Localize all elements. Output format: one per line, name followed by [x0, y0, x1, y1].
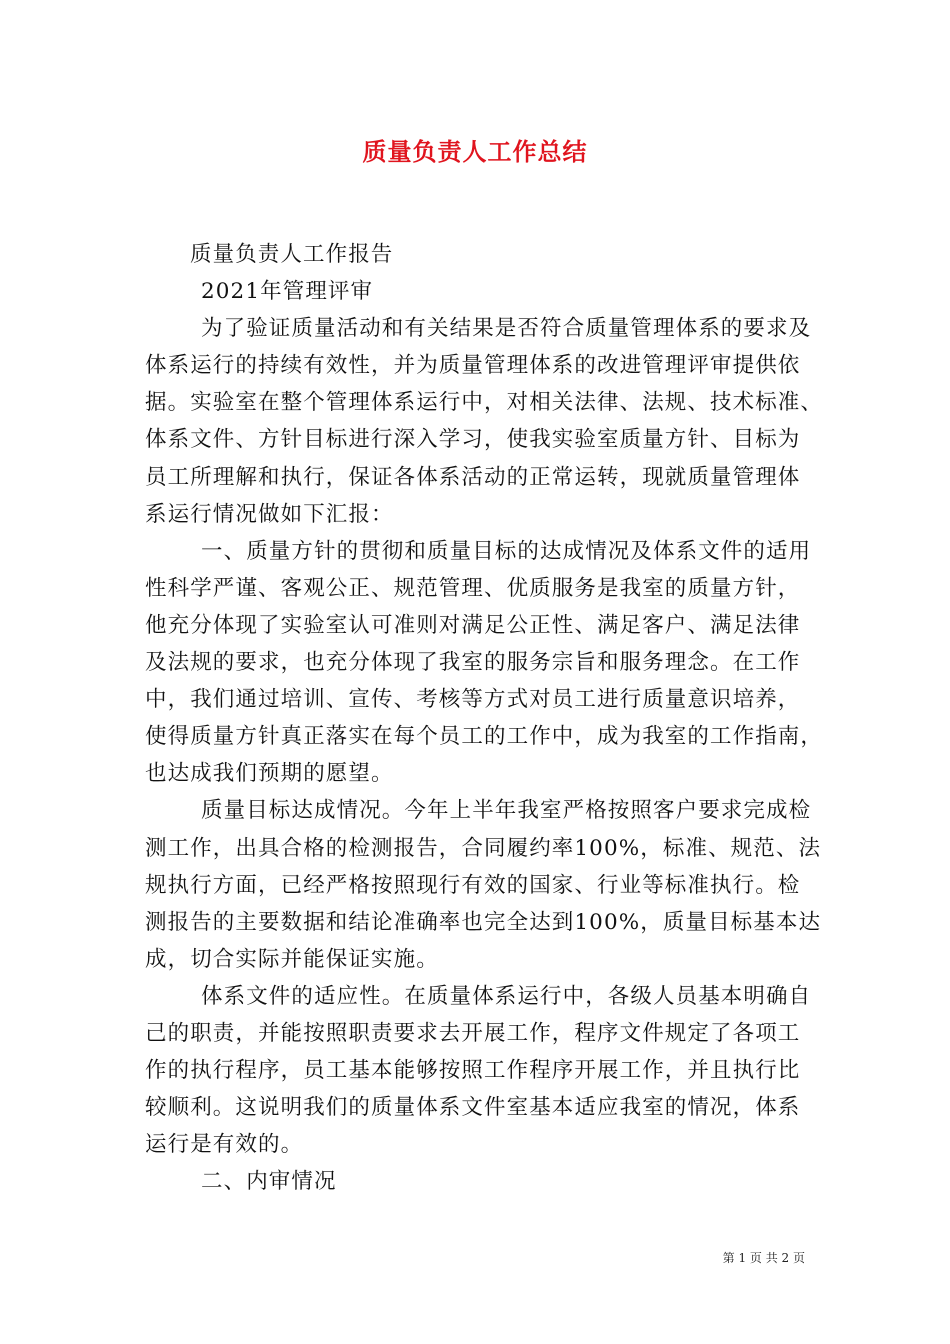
paragraph-line: 2021年管理评审 — [201, 279, 374, 305]
paragraph-line: 体系文件的适应性。在质量体系运行中，各级人员基本明确自 — [201, 983, 812, 1009]
paragraph-line: 规执行方面，已经严格按照现行有效的国家、行业等标准执行。检 — [145, 872, 801, 898]
paragraph-line: 使得质量方针真正落实在每个员工的工作中，成为我室的工作指南， — [145, 724, 824, 750]
paragraph-line: 为了验证质量活动和有关结果是否符合质量管理体系的要求及 — [201, 316, 812, 342]
paragraph-line: 中，我们通过培训、宣传、考核等方式对员工进行质量意识培养， — [145, 687, 801, 713]
paragraph-line: 体系文件、方针目标进行深入学习，使我实验室质量方针、目标为 — [145, 427, 801, 453]
paragraph-line: 员工所理解和执行，保证各体系活动的正常运转，现就质量管理体 — [145, 464, 801, 490]
paragraph-line: 质量负责人工作报告 — [190, 242, 394, 267]
paragraph-line: 据。实验室在整个管理体系运行中，对相关法律、法规、技术标准、 — [145, 390, 824, 416]
paragraph-line: 性科学严谨、客观公正、规范管理、优质服务是我室的质量方针， — [145, 575, 801, 601]
paragraph-line: 系运行情况做如下汇报： — [145, 501, 394, 527]
paragraph-line: 他充分体现了实验室认可准则对满足公正性、满足客户、满足法律 — [145, 612, 801, 638]
paragraph-line: 及法规的要求，也充分体现了我室的服务宗旨和服务理念。在工作 — [145, 650, 801, 676]
paragraph-line: 二、内审情况 — [201, 1169, 337, 1195]
paragraph-line: 测报告的主要数据和结论准确率也完全达到100%，质量目标基本达 — [145, 909, 822, 935]
paragraph-line: 质量目标达成情况。今年上半年我室严格按照客户要求完成检 — [201, 798, 812, 824]
paragraph-line: 己的职责，并能按照职责要求去开展工作，程序文件规定了各项工 — [145, 1020, 801, 1046]
document-title: 质量负责人工作总结 — [362, 137, 588, 166]
paragraph-line: 运行是有效的。 — [145, 1132, 304, 1158]
page-footer: 第 1 页 共 2 页 — [722, 1251, 805, 1265]
paragraph-line: 作的执行程序，员工基本能够按照工作程序开展工作，并且执行比 — [145, 1058, 801, 1084]
paragraph-line: 测工作，出具合格的检测报告，合同履约率100%，标准、规范、法 — [145, 835, 822, 861]
paragraph-line: 成，切合实际并能保证实施。 — [145, 946, 439, 972]
paragraph-line: 一、质量方针的贯彻和质量目标的达成情况及体系文件的适用 — [201, 538, 812, 564]
document-body — [145, 236, 825, 1200]
paragraph-line: 也达成我们预期的愿望。 — [145, 761, 394, 787]
paragraph-line: 较顺利。这说明我们的质量体系文件室基本适应我室的情况，体系 — [145, 1095, 801, 1121]
paragraph-line: 体系运行的持续有效性，并为质量管理体系的改进管理评审提供依 — [145, 353, 801, 379]
